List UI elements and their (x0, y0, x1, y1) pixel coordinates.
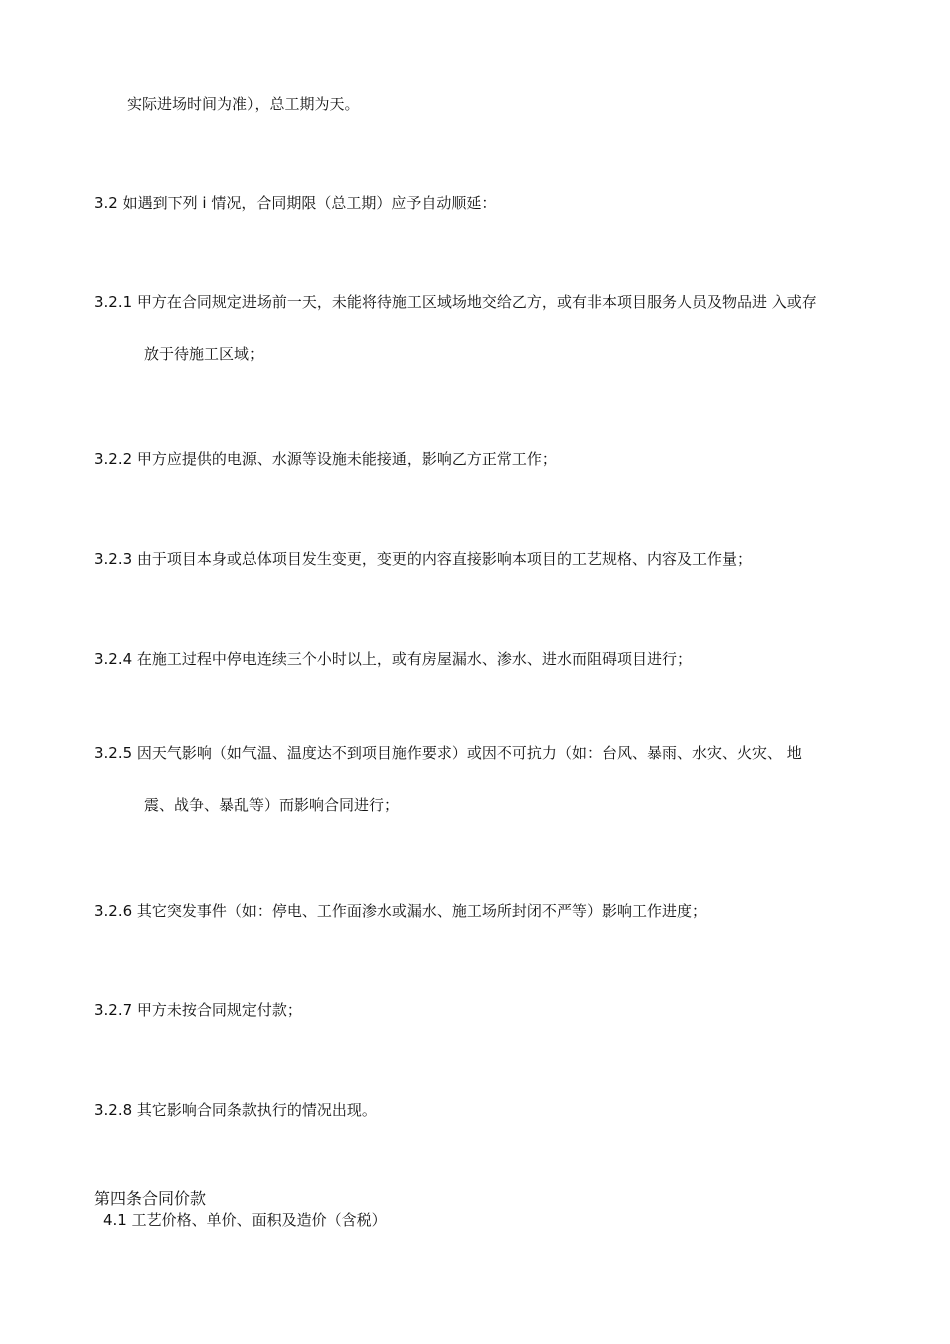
clause-3-2-7: 3.2.7 甲方未按合同规定付款； (94, 1001, 302, 1019)
clause-3-2-1: 3.2.1 甲方在合同规定进场前一天，未能将待施工区域场地交给乙方，或有非本项目服务人员及物品进 入或存 (94, 293, 817, 311)
article-4-title: 第四条合同价款 (94, 1189, 207, 1208)
clause-3-2-6: 3.2.6 其它突发事件（如：停电、工作面渗水或漏水、施工场所封闭不严等）影响工作进度； (94, 902, 707, 920)
clause-4-1: 4.1 工艺价格、单价、面积及造价（含税） (103, 1211, 387, 1229)
clause-3-2-5-continuation: 震、战争、暴乱等）而影响合同进行； (144, 796, 400, 814)
clause-3-2-4: 3.2.4 在施工过程中停电连续三个小时以上，或有房屋漏水、渗水、进水而阻碍项目进行； (94, 650, 692, 668)
clause-3-2-5: 3.2.5 因天气影响（如气温、温度达不到项目施作要求）或因不可抗力（如：台风、暴雨、水灾、火灾、 地 (94, 744, 802, 762)
clause-3-2-3: 3.2.3 由于项目本身或总体项目发生变更，变更的内容直接影响本项目的工艺规格、内容及工作量； (94, 550, 752, 568)
clause-3-2-1-continuation: 放于待施工区域； (144, 345, 265, 363)
paragraph-continuation: 实际进场时间为准），总工期为天。 (127, 95, 360, 113)
clause-3-2: 3.2 如遇到下列 i 情况，合同期限（总工期）应予自动顺延： (94, 194, 497, 212)
clause-3-2-2: 3.2.2 甲方应提供的电源、水源等设施未能接通，影响乙方正常工作； (94, 450, 557, 468)
clause-3-2-8: 3.2.8 其它影响合同条款执行的情况出现。 (94, 1101, 377, 1119)
